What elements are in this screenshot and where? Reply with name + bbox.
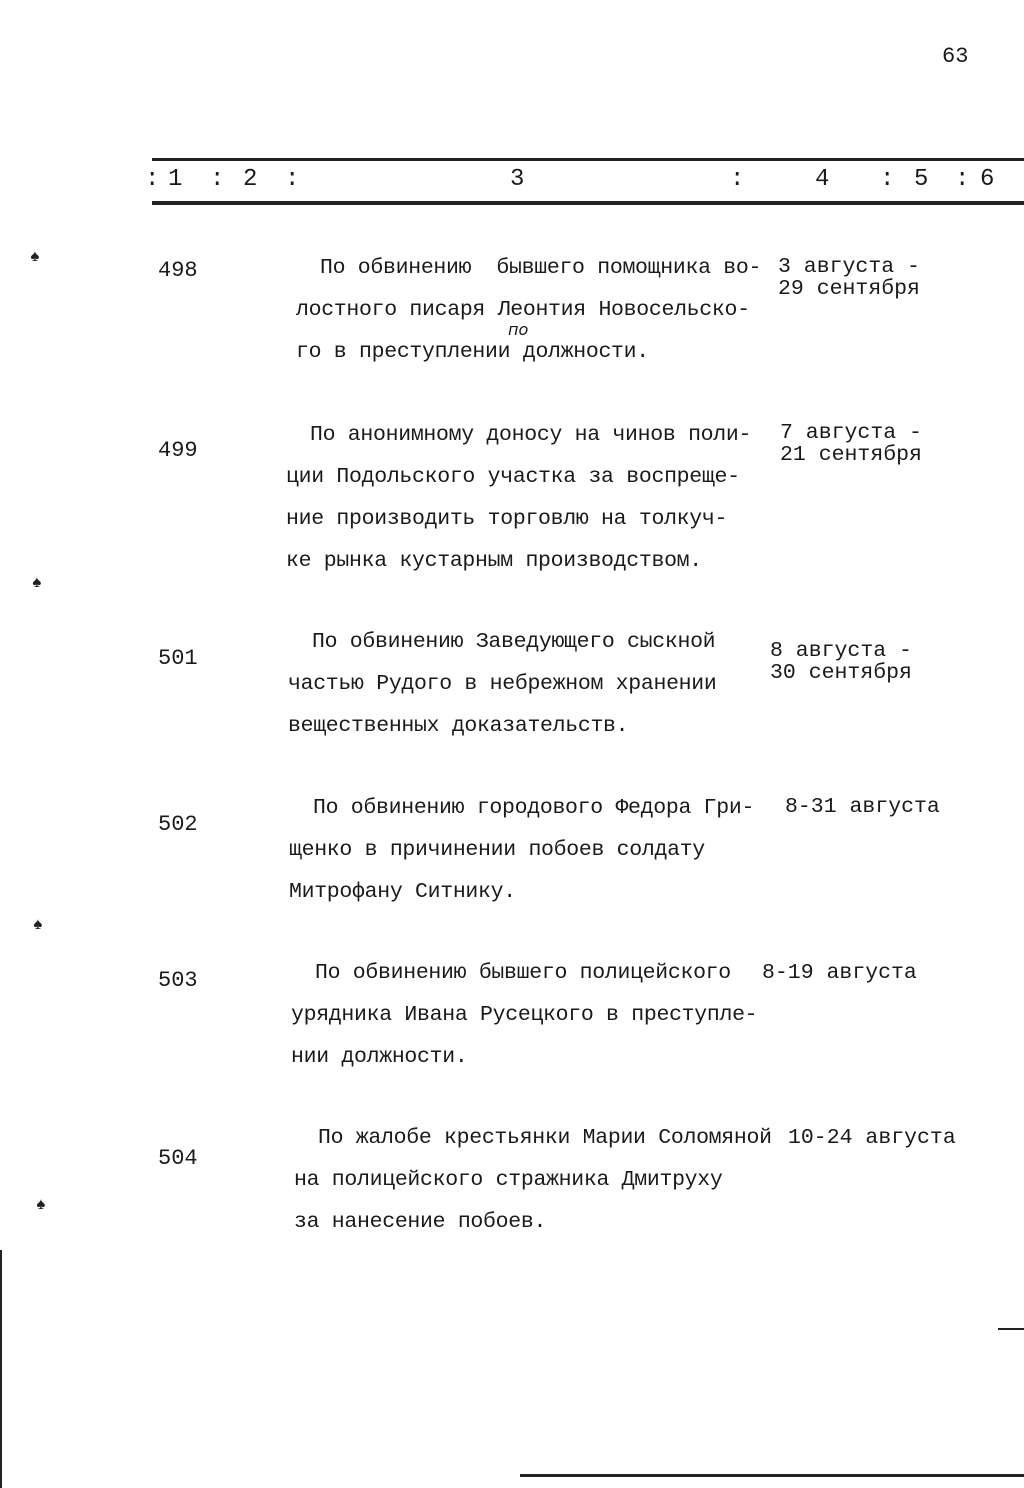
col-2: 2 [243, 166, 258, 193]
header-top-rule [152, 158, 1024, 161]
entry-line: урядника Ивана Русецкого в преступле- [291, 1003, 758, 1027]
entry-date: 8-19 августа [762, 961, 917, 985]
entry-number: 503 [158, 968, 198, 993]
entry-line: ции Подольского участка за воспреще- [286, 465, 740, 489]
binding-hole-mark: ♠ [30, 248, 40, 266]
entry-number: 498 [158, 258, 198, 283]
entry-line: го в преступлении должности. [296, 340, 649, 364]
col-3: 3 [510, 166, 525, 193]
entry-line: Митрофану Ситнику. [289, 880, 516, 904]
entry-line: По анонимному доносу на чинов поли- [310, 423, 752, 447]
page-number: 63 [942, 44, 969, 69]
binding-hole-mark: ♠ [32, 574, 42, 592]
entry-line: частью Рудого в небрежном хранении [288, 672, 717, 696]
entry-date: 3 августа - 29 сентября [778, 255, 920, 301]
entry-line: вещественных доказательств. [288, 714, 629, 738]
entry-line: По жалобе крестьянки Марии Соломяной [318, 1126, 772, 1150]
entry-line: По обвинению Заведующего сыскной [312, 630, 716, 654]
entry-line: на полицейского стражника Дмитруху [294, 1168, 723, 1192]
entry-line: По обвинению городового Федора Гри- [313, 796, 755, 820]
scan-edge-line [0, 1250, 2, 1488]
binding-hole-mark: ♠ [36, 1196, 46, 1214]
entry-line: ке рынка кустарным производством. [286, 549, 702, 573]
entry-line: за нанесение побоев. [294, 1210, 547, 1234]
col-4: 4 [815, 166, 830, 193]
entry-line: По обвинению бывшего полицейского [315, 961, 731, 985]
entry-date: 8 августа - 30 сентября [770, 639, 912, 685]
entry-line: ние производить торговлю на толкуч- [286, 507, 728, 531]
entry-date: 7 августа - 21 сентября [780, 421, 922, 467]
scan-bottom-line [520, 1474, 1024, 1477]
entry-line: лостного писаря Леонтия Новосельско- [296, 298, 750, 322]
entry-date: 10-24 августа [788, 1126, 956, 1150]
entry-date: 8-31 августа [785, 795, 940, 819]
entry-line: По обвинению бывшего помощника во- [320, 256, 762, 280]
col-1: 1 [168, 166, 183, 193]
entry-number: 502 [158, 812, 198, 837]
entry-line: нии должности. [291, 1045, 468, 1069]
entry-number: 504 [158, 1146, 198, 1171]
handwritten-insert: по [508, 320, 529, 339]
entry-line: щенко в причинении побоев солдату [289, 838, 705, 862]
col-5: 5 [914, 166, 929, 193]
col-6: 6 [980, 166, 995, 193]
scan-edge-mark [998, 1328, 1024, 1330]
entry-number: 501 [158, 646, 198, 671]
binding-hole-mark: ♠ [33, 916, 43, 934]
header-bottom-rule [152, 201, 1024, 205]
entry-number: 499 [158, 438, 198, 463]
